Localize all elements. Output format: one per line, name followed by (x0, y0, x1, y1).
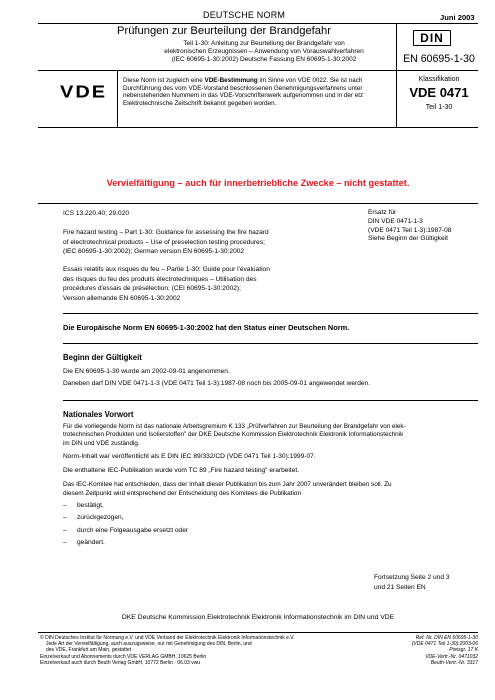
warning-bottom-rule (38, 203, 478, 204)
list-item: – zurückgezogen, (63, 514, 124, 522)
status-top-rule (63, 313, 478, 314)
norm-title: DEUTSCHE NORM (203, 10, 286, 20)
dke-line: DKE Deutsche Kommission Elektrotechnik Elektronik Informationstechnik im DIN und VDE (121, 614, 395, 621)
title-bottom-rule (38, 70, 478, 71)
subtitle-line: elektronischen Erzeugnissen – Anwendung von Vorauswahlverfahren (164, 48, 364, 56)
vde-number: VDE 0471 (409, 85, 469, 100)
beginn-heading: Beginn der Gültigkeit (63, 353, 142, 362)
beginn-bottom-rule (63, 400, 478, 401)
subtitle (138, 40, 390, 65)
footer-right: Ref. Nr. DIN EN 60695-1-30 (VDE 0471 Teil 1-30):2003-06 Preisgr. 17 K VDE-Vertr.-Nr. 0471032 Beuth-Vertr.-Nr. 3317 (411, 635, 478, 666)
footer-top-rule (38, 632, 478, 633)
klassifikation-label: Klassifikation (418, 76, 460, 83)
vorwort-p3: Die enthaltene IEC-Publikation wurde vom TC 89 „Fire hazard testing" erarbeitet. (63, 467, 300, 474)
beginn-text: Die EN 60695-1-30 wurde am 2002-09-01 angenommen. Daneben darf DIN VDE 0471-1-3 (VDE 0471 Teil 1-3):1987-08 noch bis 2005-09-01 angewendet werden. (63, 368, 371, 387)
footer-left: © DIN Deutsches Institut für Normung e.V. und VDE Verband der Elektrotechnik Elektronik Informationstechnik e.V. Jede Art der Vervielfältigung, auch auszugsweise, nur mit Genehmigung des DIN, Berlin, und des VDE, Frankfurt am Main, gestattet Einzelverkauf und Abonnements durch VDE VERLAG GMBH, 10625 Berlin Einzelverkauf auch durch Beuth Verlag GmbH, 10772 Berlin · 06.03 vwu (40, 635, 295, 666)
list-item: – bestätigt, (63, 502, 104, 509)
ersatz-line: Ersatz für (368, 209, 397, 216)
subtitle-line: (IEC 60695-1-30:2002) Deutsche Fassung EN 60695-1-30:2002 (171, 56, 357, 64)
list-item: – geändert. (63, 539, 105, 547)
ersatz-line: Siehe Beginn der Gültigkeit (368, 235, 448, 243)
top-rule (38, 23, 478, 24)
vorwort-p1: Für die vorliegende Norm ist das nationale Arbeitsgremium K 133 „Prüfverfahren zur Beurteilung der Brandgefahr von elek- trotechnischen Produkten und Isolierstoffen" der DKE Deutsche Kommission Elektrotechnik Elektronik Informationstechnik im DIN und VDE zuständig. (63, 423, 406, 447)
vde-divider-right (396, 70, 397, 127)
vde-bestimmung: VDE-Bestimmung (204, 77, 258, 84)
vde-notice: Diese Norm ist zugleich eine VDE-Bestimmung im Sinne von VDE 0022. Sie ist nach Durchführung des vom VDE-Vorstand beschlossenen Genehmigungsverfahrens unter nebenstehenden Nummern in das VDE-Vorschriftenwerk aufgenommen und in der etz Elektrotechnische Zeitschrift bekannt gegeben worden. (123, 77, 364, 107)
main-title: Prüfungen zur Beurteilung der Brandgefahr (117, 25, 331, 37)
ersatz-info (368, 209, 451, 244)
din-logo-text: DIN (420, 31, 444, 45)
french-title: Essais relatifs aux risques du feu – Partie 1-30: Guide pour l'évaluation des risques du feu des produits électrotechniques – Utilisation des procédures d'essais de présélection; (CEI 60695-1-30:2002); Version allemande EN 60695-1-30:2002 (63, 266, 270, 302)
english-title: Fire hazard testing – Part 1-30: Guidance for assessing the fire hazard of electrotechnical products – Use of preselection testing procedures; (IEC 60695-1-30:2002); German version EN 60695-1-30:2002 (63, 229, 269, 256)
title-divider (396, 23, 397, 70)
vde-logo: VDE (60, 82, 108, 102)
vorwort-heading: Nationales Vorwort (63, 410, 134, 419)
din-logo (413, 30, 451, 46)
ersatz-line: DIN VDE 0471-1-3 (368, 217, 423, 225)
issue-date: Juni 2003 (440, 13, 475, 22)
vorwort-p2: Norm-Inhalt war veröffentlicht als E DIN IEC 89/332/CD (VDE 0471 Teil 1-30):1999-07. (63, 453, 316, 460)
reproduction-warning: Vervielfältigung – auch für innerbetriebliche Zwecke – nicht gestattet. (106, 178, 410, 188)
vde-bottom-rule (38, 127, 478, 128)
status-bottom-rule (63, 343, 478, 344)
vde-divider-left (117, 70, 118, 127)
subtitle-line: Teil 1-30: Anleitung zur Beurteilung der Brandgefahr von (183, 40, 345, 47)
vorwort-bullets (63, 500, 188, 550)
ersatz-line: (VDE 0471 Teil 1-3):1987-08 (368, 226, 452, 234)
ics-code: ICS 13.220.40; 29.020 (63, 210, 129, 217)
fortsetzung: Fortsetzung Seite 2 und 3 und 21 Seiten EN (374, 574, 450, 591)
vde-teil: Teil 1-30 (425, 104, 453, 111)
din-number: EN 60695-1-30 (403, 53, 475, 65)
vorwort-p4: Das IEC-Komitee hat entschieden, dass der Inhalt dieser Publikation bis zum Jahr 2007 unverändert bleiben soll. Zu diesem Zeitpunkt wird entsprechend der Entscheidung des Komitees die Publikation (63, 481, 392, 497)
list-item: – durch eine Folgeausgabe ersetzt oder (63, 526, 189, 534)
status-statement: Die Europäische Norm EN 60695-1-30:2002 hat den Status einer Deutschen Norm. (63, 323, 350, 332)
